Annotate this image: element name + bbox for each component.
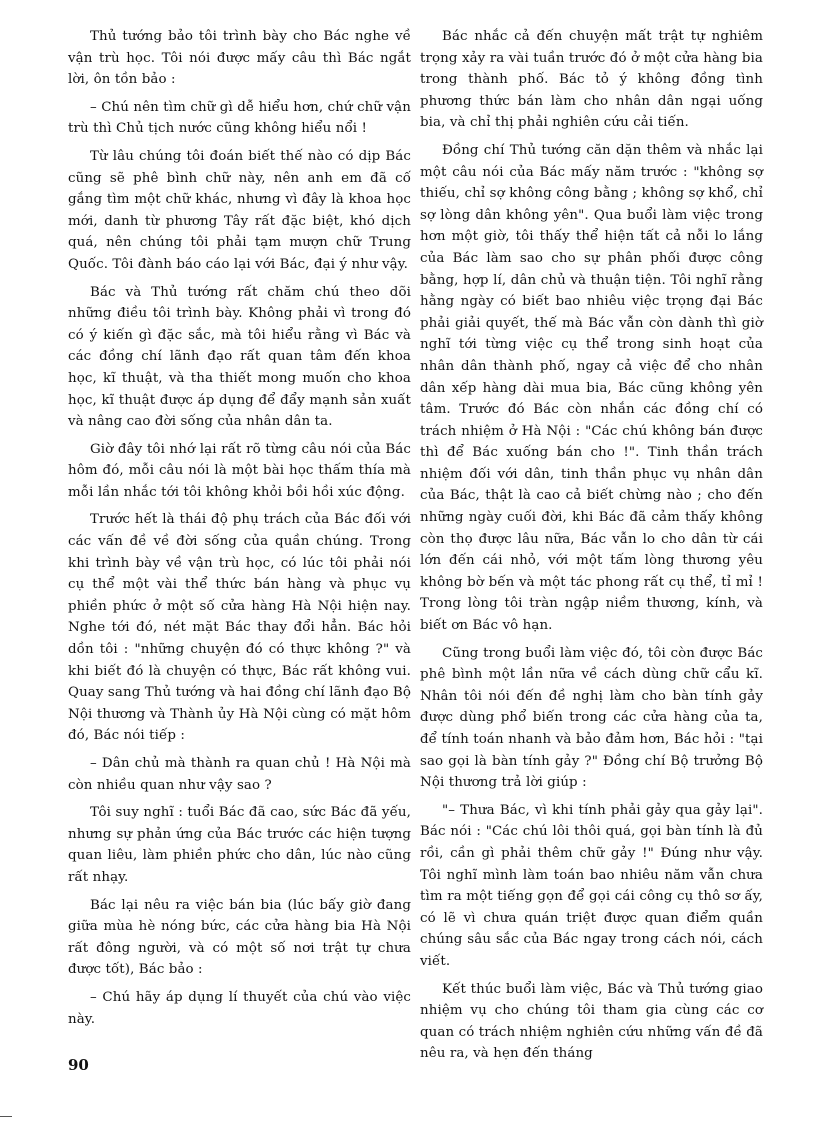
paragraph: Tôi suy nghĩ : tuổi Bác đã cao, sức Bác đã yếu, nhưng sự phản ứng của Bác trước các hiện tượng quan liêu, làm phiền phức cho dân, lúc nào cũng rất nhạy. [68, 805, 411, 885]
paragraph: Đồng chí Thủ tướng căn dặn thêm và nhắc lại một câu nói của Bác mấy năm trước : "không sợ thiếu, chỉ sợ không công bằng ; không sợ khổ, chỉ sợ lòng dân không yên". Qua buổi làm việc trong hơn một giờ, tôi thấy thể hiện tất cả nỗi lo lắng của Bác làm sao cho sự phân phối được công bằng, hợp lí, dân chủ và thuận tiện. Tôi nghĩ rằng hằng ngày có biết bao nhiêu việc trọng đại Bác phải giải quyết, thế mà Bác vẫn còn dành thì giờ nghĩ tới từng việc cụ thể trong sinh hoạt của nhân dân thành phố, ngay cả việc để cho nhân dân xếp hàng dài mua bia, Bác cũng không yên tâm. Trước đó Bác còn nhắn các đồng chí có trách nhiệm ở Hà Nội : "Các chú không bán được thì để Bác xuống bán cho !". Tinh thần trách nhiệm đối với dân, tinh thần phục vụ nhân dân của Bác, thật là cao cả biết chừng nào ; cho đến những ngày cuối đời, khi Bác đã cảm thấy không còn thọ được lâu nữa, Bác vẫn lo cho dân từ cái lớn đến cái nhỏ, với một tấm lòng thương yêu không bờ bến và một tác phong rất cụ thể, tỉ mỉ ! Trong lòng tôi tràn ngập niềm thương, kính, và biết ơn Bác vô hạn. [420, 142, 763, 634]
paragraph: – Dân chủ mà thành ra quan chủ ! Hà Nội mà còn nhiều quan như vậy sao ? [68, 756, 411, 793]
page-number: 90 [68, 1056, 89, 1074]
paragraph: Trước hết là thái độ phụ trách của Bác đối với các vấn đề về đời sống của quần chúng. Trong khi trình bày về vận trù học, có lúc tôi phải nói cụ thể một vài thể thức bán hàng và phục vụ phiền phức ở một số cửa hàng Hà Nội hiện nay. Nghe tới đó, nét mặt Bác thay đổi hẳn. Bác hỏi dồn tôi : "những chuyện đó có thực không ?" và khi biết đó là chuyện có thực, Bác rất không vui. Quay sang Thủ tướng và hai đồng chí lãnh đạo Bộ Nội thương và Thành ủy Hà Nội cùng có mặt hôm đó, Bác nói tiếp : [68, 512, 411, 744]
right-text-column [420, 26, 763, 1071]
paragraph: Giờ đây tôi nhớ lại rất rõ từng câu nói của Bác hôm đó, mỗi câu nói là một bài học thấm thía mà mỗi lần nhắc tới tôi không khỏi bồi hồi xúc động. [68, 441, 411, 500]
edge-mark [0, 1116, 12, 1117]
paragraph: Cũng trong buổi làm việc đó, tôi còn được Bác phê bình một lần nữa về cách dùng chữ cẩu kĩ. Nhân tôi nói đến đề nghị làm cho bàn tính gảy được dùng phổ biến trong các cửa hàng của ta, để tính toán nhanh và bảo đảm hơn, Bác hỏi : "tại sao gọi là bàn tính gảy ?" Đồng chí Bộ trưởng Bộ Nội thương trả lời giúp : [420, 645, 763, 791]
left-text-column [68, 26, 411, 1036]
paragraph: – Chú hãy áp dụng lí thuyết của chú vào việc này. [68, 989, 411, 1027]
paragraph: "– Thưa Bác, vì khi tính phải gảy qua gảy lại". Bác nói : "Các chú lôi thôi quá, gọi bàn tính là đủ rồi, cần gì phải thêm chữ gảy !" Đúng như vậy. Tôi nghĩ mình làm toán bao nhiêu năm vẫn chưa tìm ra một tiếng gọn để gọi cái công cụ thô sơ ấy, có lẽ vì chưa quán triệt được quan điểm quần chúng sâu sắc của Bác ngay trong cách nói, cách viết. [420, 802, 763, 969]
paragraph: Thủ tướng bảo tôi trình bày cho Bác nghe về vận trù học. Tôi nói được mấy câu thì Bác ngắt lời, ôn tồn bảo : [68, 29, 411, 88]
paragraph: Bác và Thủ tướng rất chăm chú theo dõi những điều tôi trình bày. Không phải vì trong đó có ý kiến gì đặc sắc, mà tôi hiểu rằng vì Bác và các đồng chí lãnh đạo rất quan tâm đến khoa học, kĩ thuật, và tha thiết mong muốn cho khoa học, kĩ thuật được áp dụng để đẩy mạnh sản xuất và nâng cao đời sống của nhân dân ta. [68, 284, 411, 430]
paragraph: Bác lại nêu ra việc bán bia (lúc bấy giờ đang giữa mùa hè nóng bức, các cửa hàng bia Hà Nội rất đông người, và có một số nơi trật tự chưa được tốt), Bác bảo : [68, 897, 411, 978]
paragraph: – Chú nên tìm chữ gì dễ hiểu hơn, chứ chữ vận trù thì Chủ tịch nước cũng không hiểu nổi ! [68, 99, 411, 137]
paragraph: Bác nhắc cả đến chuyện mất trật tự nghiêm trọng xảy ra vài tuần trước đó ở một cửa hàng bia trong thành phố. Bác tỏ ý không đồng tình phương thức bán làm cho nhân dân ngại uống bia, và chỉ thị phải nghiên cứu cải tiến. [420, 29, 763, 131]
paragraph: Kết thúc buổi làm việc, Bác và Thủ tướng giao nhiệm vụ cho chúng tôi tham gia cùng các cơ quan có trách nhiệm nghiên cứu những vấn đề đã nêu ra, và hẹn đến tháng [420, 981, 763, 1062]
paragraph: Từ lâu chúng tôi đoán biết thế nào có dịp Bác cũng sẽ phê bình chữ này, nên anh em đã cố gắng tìm một chữ khác, nhưng vì đây là khoa học mới, danh từ phương Tây rất đặc biệt, khó dịch quá, nên chúng tôi phải tạm mượn chữ Trung Quốc. Tôi đành báo cáo lại với Bác, đại ý như vậy. [68, 148, 411, 272]
